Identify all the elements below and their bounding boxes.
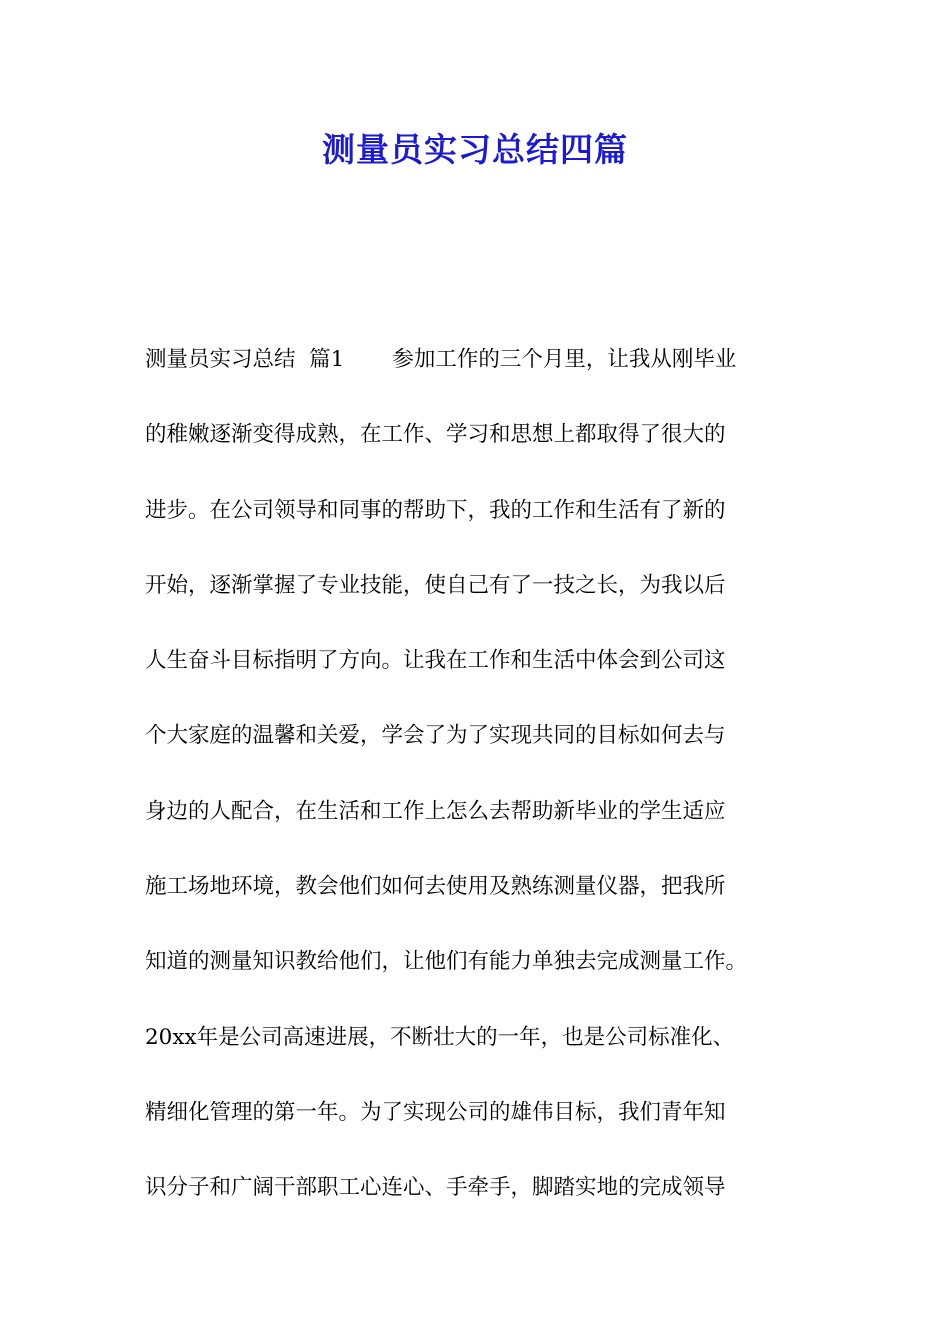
paragraph-line: 精细化管理的第一年。为了实现公司的雄伟目标，我们青年知 (145, 1099, 726, 1125)
paragraph-line: 20xx年是公司高速进展，不断壮大的一年，也是公司标准化、 (145, 1024, 735, 1050)
paragraph-line: 知道的测量知识教给他们，让他们有能力单独去完成测量工作。 (145, 949, 748, 975)
paragraph-line (145, 340, 835, 415)
section-heading: 测量员实习总结 篇1 (145, 347, 345, 372)
paragraph-line: 个大家庭的温馨和关爱，学会了为了实现共同的目标如何去与 (145, 723, 726, 749)
paragraph-line: 身边的人配合，在生活和工作上怎么去帮助新毕业的学生适应 (145, 798, 726, 824)
paragraph-line: 识分子和广阔干部职工心连心、手牵手，脚踏实地的完成领导 (145, 1175, 726, 1201)
document-title: 测量员实习总结四篇 (322, 130, 628, 169)
paragraph-line: 施工场地环境，教会他们如何去使用及熟练测量仪器，把我所 (145, 874, 726, 900)
paragraph-line: 的稚嫩逐渐变得成熟，在工作、学习和思想上都取得了很大的 (145, 422, 726, 448)
paragraph-line: 进步。在公司领导和同事的帮助下，我的工作和生活有了新的 (145, 497, 726, 523)
paragraph-line: 人生奋斗目标指明了方向。让我在工作和生活中体会到公司这 (145, 648, 726, 674)
paragraph-text: 参加工作的三个月里，让我从刚毕业 (392, 347, 737, 372)
document-body (145, 340, 835, 1244)
paragraph-line: 开始，逐渐掌握了专业技能，使自己有了一技之长，为我以后 (145, 572, 726, 598)
